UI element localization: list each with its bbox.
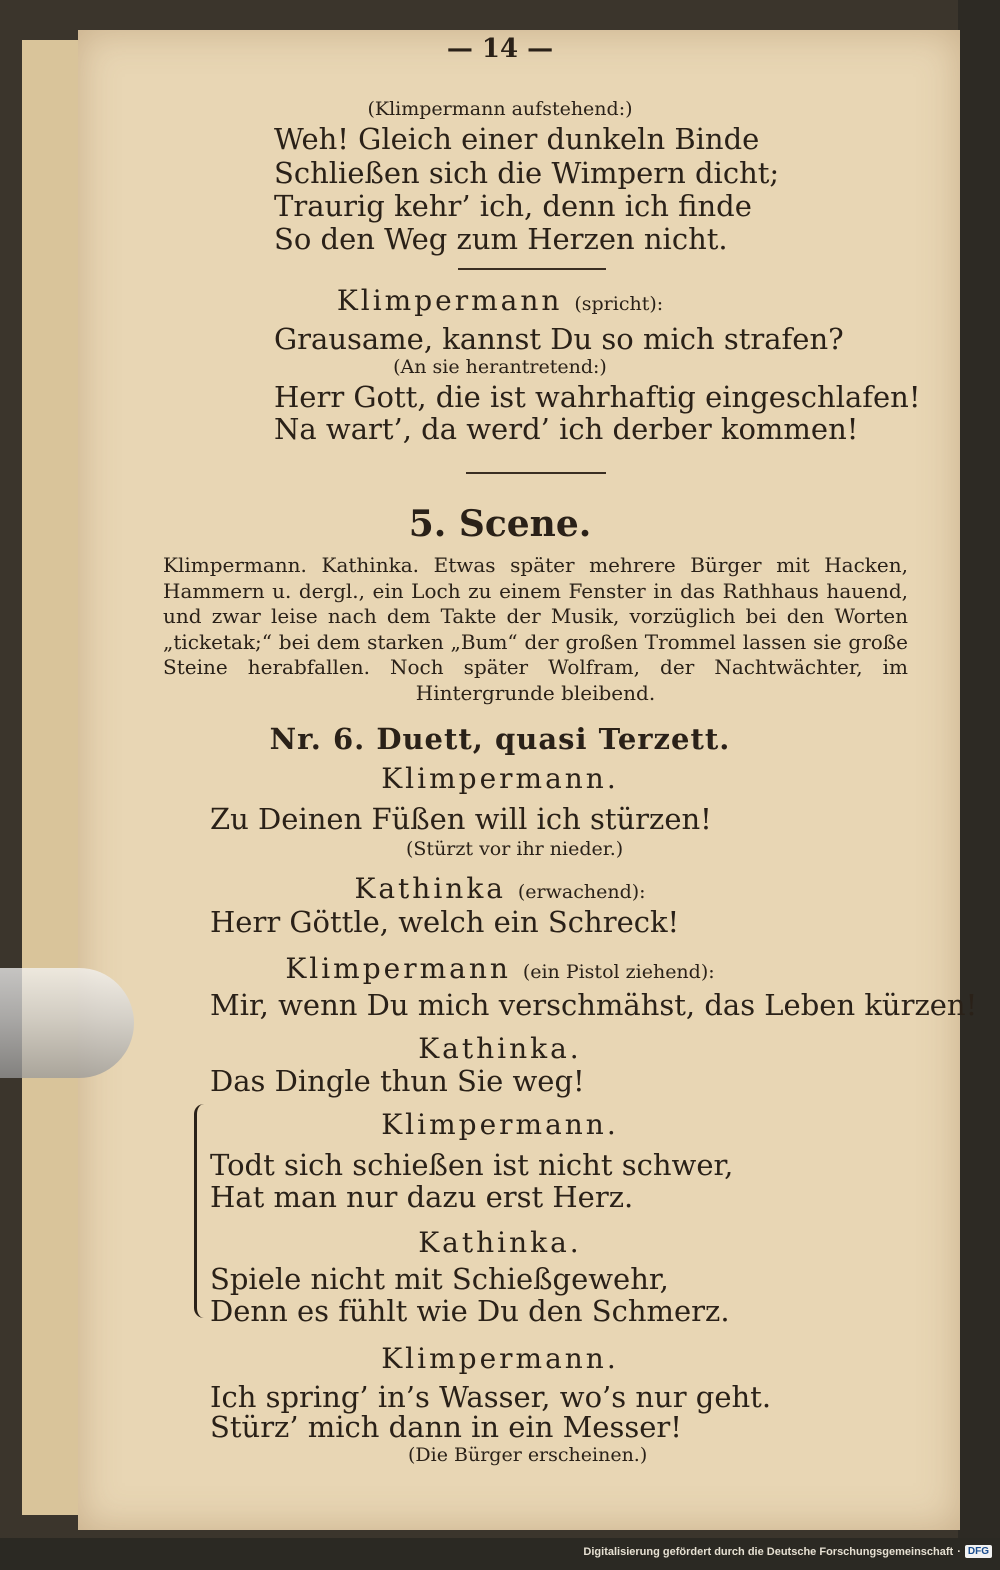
dialogue-line: Na wart’, da werd’ ich derber kommen!	[274, 412, 859, 446]
dialogue-line: Herr Göttle, welch ein Schreck!	[210, 905, 680, 939]
dialogue-line: Hat man nur dazu erst Herz.	[210, 1180, 634, 1214]
dialogue-line: Denn es fühlt wie Du den Schmerz.	[210, 1294, 730, 1328]
stage-direction: (Stürzt vor ihr nieder.)	[406, 838, 624, 860]
stage-direction: (An sie herantretend:)	[393, 356, 607, 378]
speaker-heading	[0, 284, 1000, 317]
credit-text: Digitalisierung gefördert durch die Deutsche Forschungsgemeinschaft	[583, 1545, 954, 1558]
speaker-note: (spricht):	[574, 293, 664, 315]
verse-line: Weh! Gleich einer dunkeln Binde	[274, 122, 760, 156]
verse-line: Schließen sich die Wimpern dicht;	[274, 156, 780, 190]
number-title: Nr. 6. Duett, quasi Terzett.	[269, 722, 731, 756]
speaker-note: (ein Pistol ziehend):	[522, 961, 715, 983]
scene-title: 5. Scene.	[408, 503, 592, 545]
divider	[458, 268, 606, 270]
speaker-note: (erwachend):	[517, 881, 646, 903]
speaker-name: Kathinka	[354, 872, 506, 905]
speaker-name: Klimpermann.	[381, 1108, 619, 1141]
stage-direction: (Klimpermann aufstehend:)	[367, 98, 633, 120]
dialogue-line: Ich spring’ in’s Wasser, wo’s nur geht.	[210, 1380, 772, 1414]
speaker-name: Klimpermann.	[381, 1342, 619, 1375]
dialogue-line: Spiele nicht mit Schießgewehr,	[210, 1262, 669, 1296]
verse-line: Traurig kehr’ ich, denn ich finde	[274, 189, 752, 223]
dialogue-line: Mir, wenn Du mich verschmähst, das Leben kürzen!	[210, 988, 978, 1022]
stage-direction: (Die Bürger erscheinen.)	[408, 1444, 648, 1466]
speaker-name: Klimpermann	[285, 952, 511, 985]
page-number: — 14 —	[446, 34, 554, 64]
dialogue-line: Zu Deinen Füßen will ich stürzen!	[210, 802, 712, 836]
dialogue-line: Grausame, kannst Du so mich strafen?	[274, 322, 844, 356]
dialogue-line: Das Dingle thun Sie weg!	[210, 1064, 585, 1098]
speaker-name: Klimpermann.	[381, 762, 619, 795]
scene-description: Klimpermann. Kathinka. Etwas später mehrere Bürger mit Hacken, Hammern u. dergl., ein Loch zu einem Fenster in das Rathhaus hauend, und zwar leise nach dem Takte der Musik, vorzüglich bei den Worten „ticketak;“ bei dem starken „Bum“ der großen Trommel lassen sie große Steine herabfallen. Noch später Wolfram, der Nachtwächter, im Hintergrunde bleibend.	[163, 553, 908, 705]
speaker-heading	[0, 952, 1000, 985]
divider	[466, 472, 606, 474]
verse-line: So den Weg zum Herzen nicht.	[274, 222, 728, 256]
dialogue-line: Stürz’ mich dann in ein Messer!	[210, 1410, 682, 1444]
digitization-credit	[583, 1545, 992, 1558]
speaker-name: Klimpermann	[336, 284, 563, 317]
speaker-name: Kathinka.	[418, 1226, 582, 1259]
separator-dot: ·	[957, 1545, 961, 1558]
speaker-heading	[0, 872, 1000, 905]
speaker-name: Kathinka.	[418, 1032, 582, 1065]
dialogue-line: Herr Gott, die ist wahrhaftig eingeschlafen!	[274, 380, 921, 414]
dfg-logo-icon: DFG	[965, 1545, 992, 1558]
dialogue-line: Todt sich schießen ist nicht schwer,	[210, 1148, 734, 1182]
